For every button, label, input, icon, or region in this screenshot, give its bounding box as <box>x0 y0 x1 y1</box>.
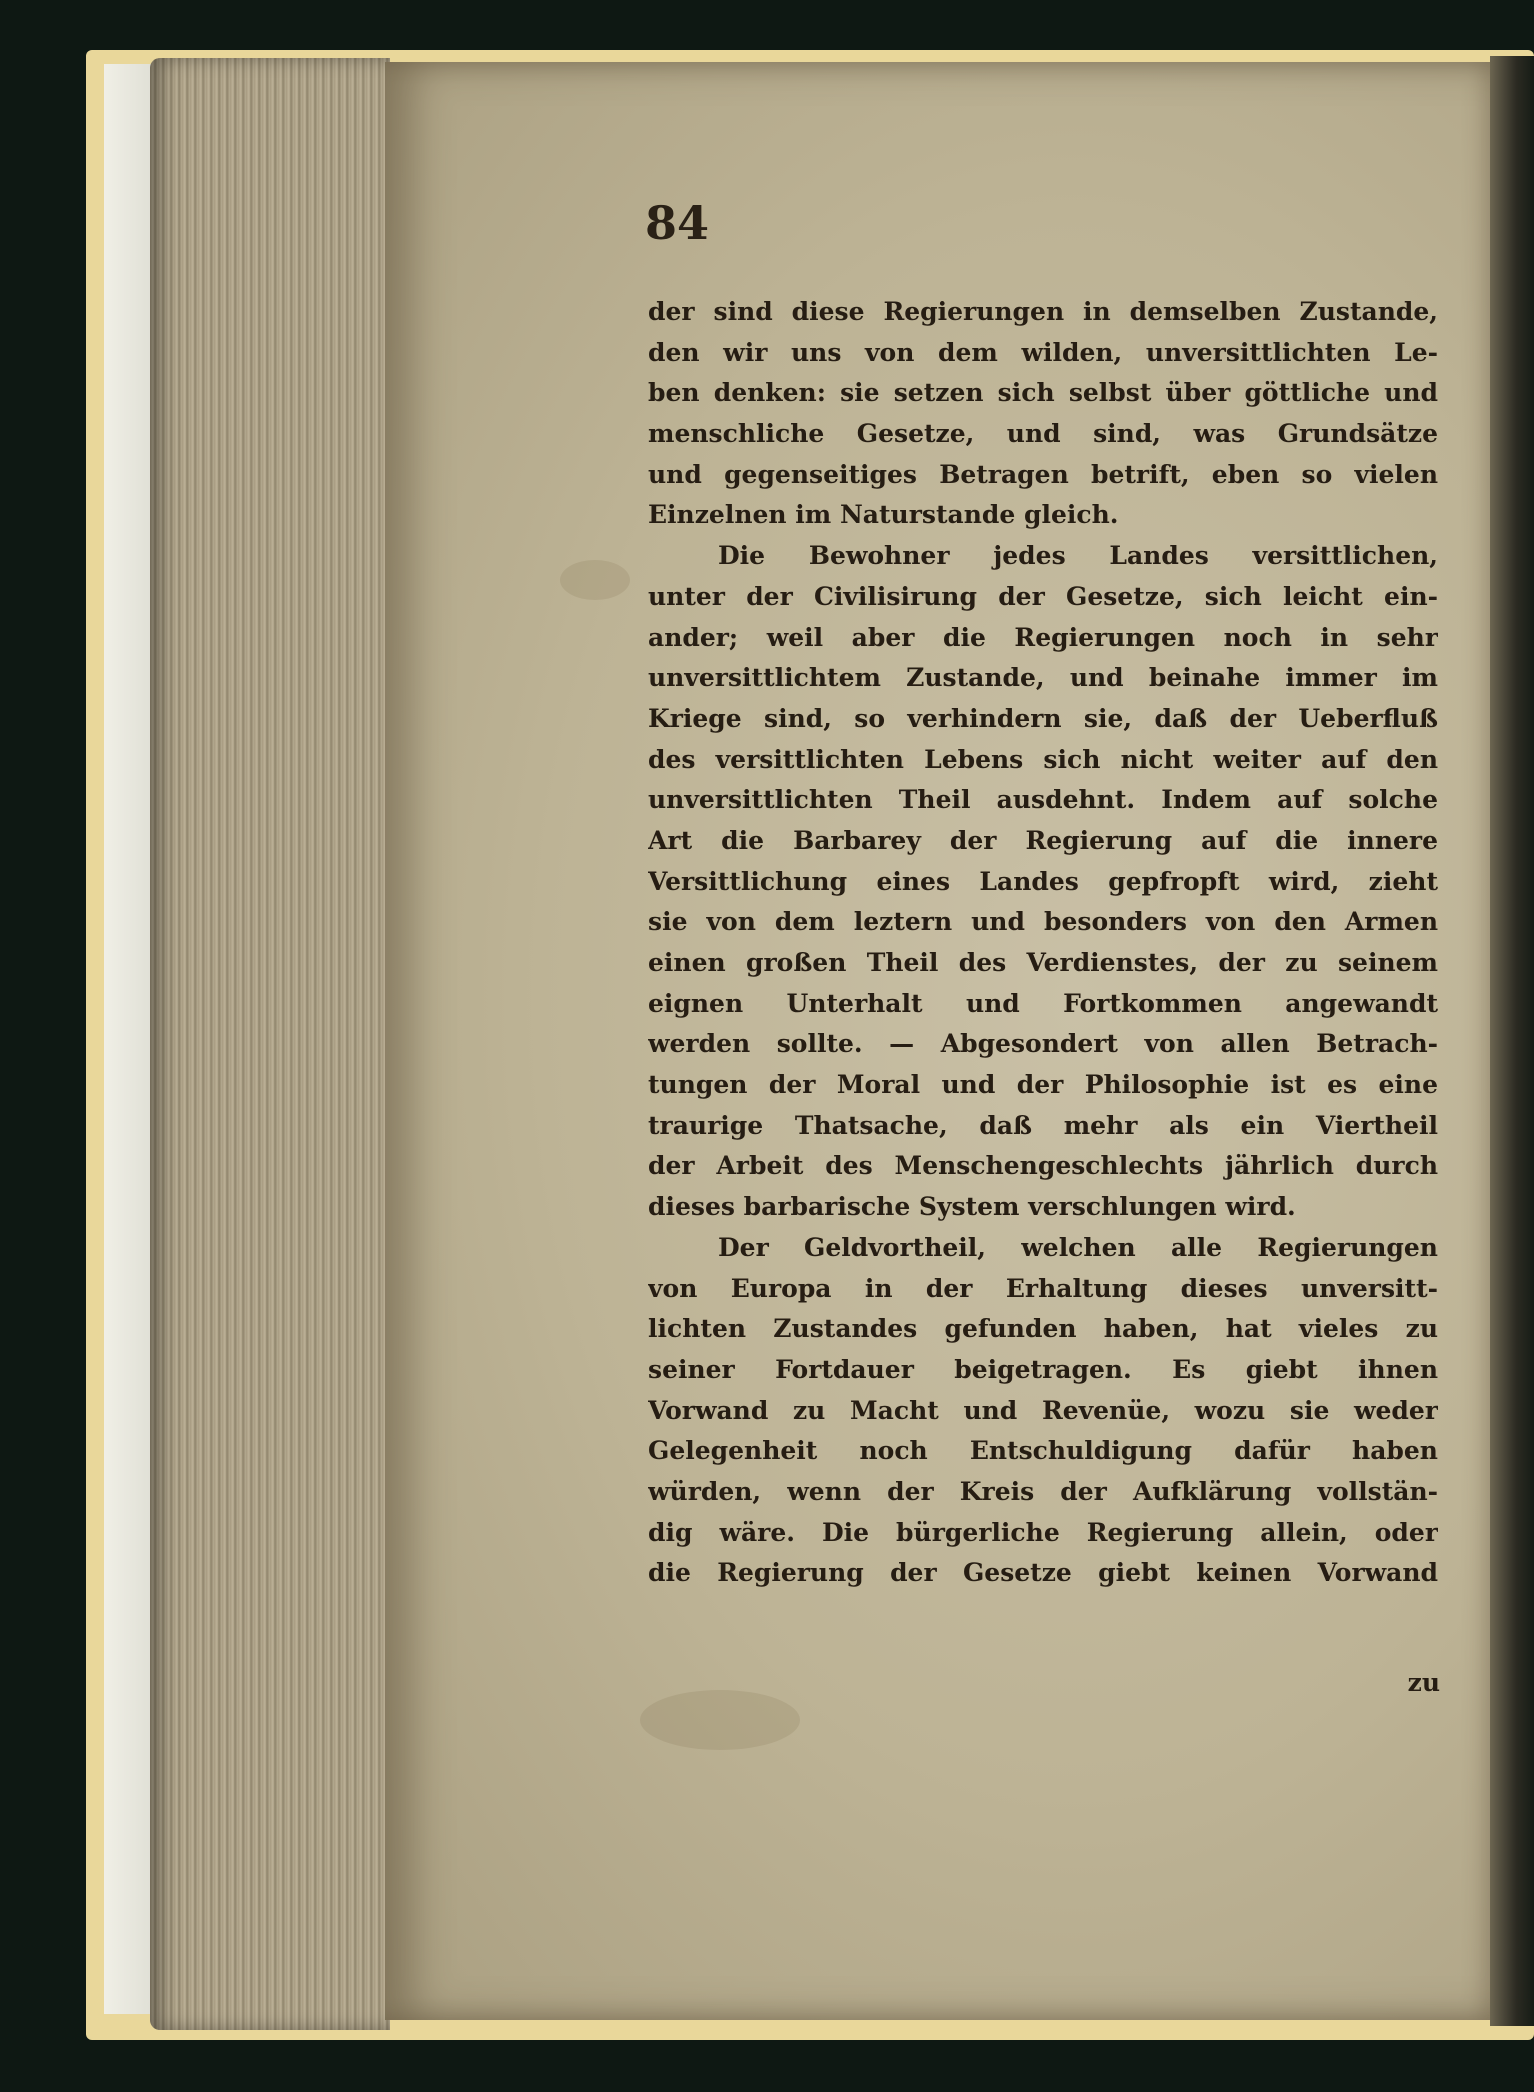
text-line: Der Geldvortheil, welchen alle Regierungen <box>718 1232 1438 1262</box>
text-line: von Europa in der Erhaltung dieses unversitt- <box>648 1273 1438 1303</box>
text-line: unversittlichtem Zustande, und beinahe immer im <box>648 663 1438 693</box>
text-line: werden sollte. — Abgesondert von allen Betrach- <box>648 1029 1438 1059</box>
paper-stain <box>560 560 630 600</box>
body-text <box>648 292 1438 1594</box>
text-line: unter der Civilisirung der Gesetze, sich leicht ein- <box>648 581 1438 611</box>
text-line: traurige Thatsache, daß mehr als ein Viertheil <box>648 1110 1438 1140</box>
text-line: dieses barbarische System verschlungen wird. <box>648 1192 1296 1222</box>
page-edges <box>150 58 390 2030</box>
text-line: den wir uns von dem wilden, unversittlichten Le- <box>648 337 1438 367</box>
text-line: der Arbeit des Menschengeschlechts jährlich durch <box>648 1151 1438 1181</box>
catchword: zu <box>1407 1668 1440 1697</box>
text-line: unversittlichten Theil ausdehnt. Indem auf solche <box>648 785 1438 815</box>
text-line: Vorwand zu Macht und Revenüe, wozu sie weder <box>648 1395 1438 1425</box>
text-line: einen großen Theil des Verdienstes, der zu seinem <box>648 948 1438 977</box>
text-line: dig wäre. Die bürgerliche Regierung allein, oder <box>648 1517 1438 1547</box>
text-line: Versittlichung eines Landes gepfropft wird, zieht <box>648 866 1438 896</box>
gutter-shadow <box>1490 56 1534 2026</box>
text-line: Kriege sind, so verhindern sie, daß der Ueberfluß <box>648 703 1438 733</box>
text-line: würden, wenn der Kreis der Aufklärung vollstän- <box>648 1476 1438 1506</box>
text-line: der sind diese Regierungen in demselben Zustande, <box>648 297 1438 326</box>
text-line: des versittlichten Lebens sich nicht weiter auf den <box>648 744 1438 774</box>
text-line: und gegenseitiges Betragen betrift, eben so vielen <box>648 459 1438 489</box>
text-line: seiner Fortdauer beigetragen. Es giebt ihnen <box>648 1354 1438 1384</box>
page-number: 84 <box>645 196 710 250</box>
text-line: Art die Barbarey der Regierung auf die innere <box>648 825 1438 855</box>
text-line: sie von dem leztern und besonders von den Armen <box>648 907 1438 937</box>
text-line: Einzelnen im Naturstande gleich. <box>648 500 1119 530</box>
text-line: Gelegenheit noch Entschuldigung dafür haben <box>648 1436 1438 1466</box>
text-line: lichten Zustandes gefunden haben, hat vieles zu <box>648 1314 1438 1344</box>
paper-stain <box>640 1690 800 1750</box>
text-line: die Regierung der Gesetze giebt keinen Vorwand <box>648 1558 1438 1588</box>
text-line: Die Bewohner jedes Landes versittlichen, <box>718 541 1438 571</box>
text-line: ander; weil aber die Regierungen noch in sehr <box>648 622 1438 652</box>
text-line: menschliche Gesetze, und sind, was Grundsätze <box>648 419 1438 449</box>
text-line: ben denken: sie setzen sich selbst über göttliche und <box>648 378 1438 408</box>
text-line: tungen der Moral und der Philosophie ist es eine <box>648 1070 1438 1100</box>
text-line: eignen Unterhalt und Fortkommen angewandt <box>648 988 1438 1018</box>
